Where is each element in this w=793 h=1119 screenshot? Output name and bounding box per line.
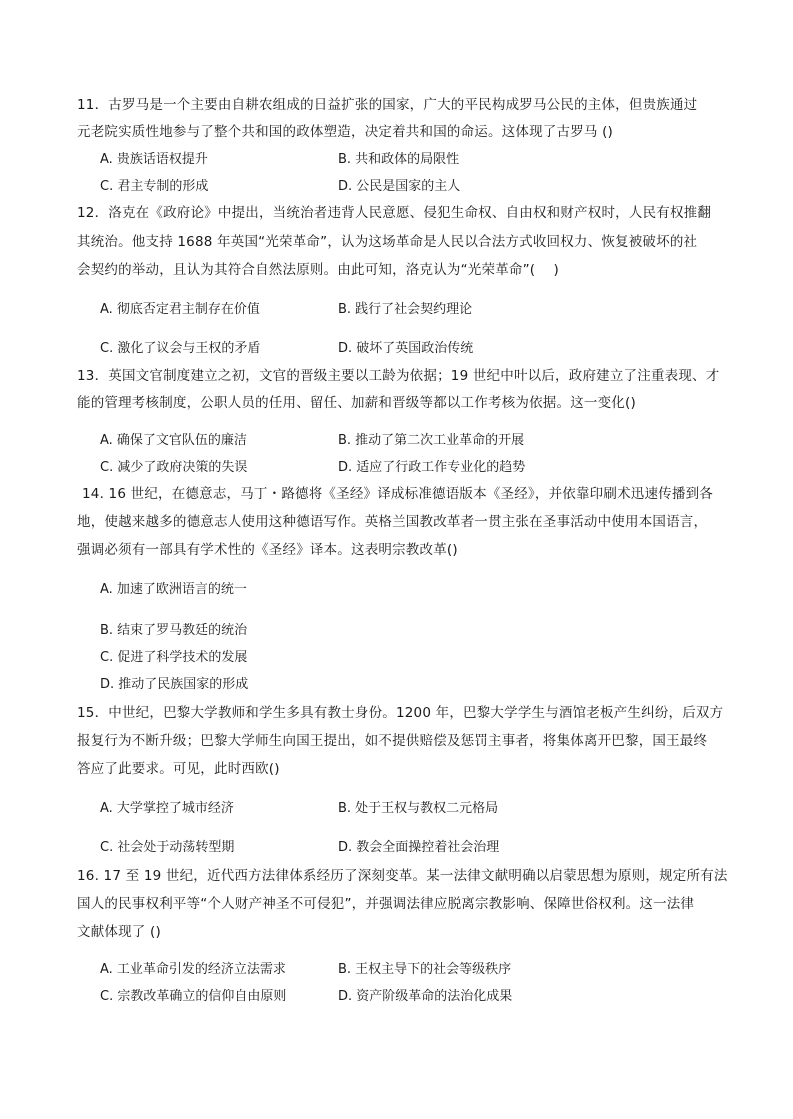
question-13-line-2: 能的管理考核制度，公职人员的任用、留任、加薪和晋级等都以工作考核为依据。这一变化() [77,395,636,411]
question-15-line-2: 报复行为不断升级；巴黎大学师生向国王提出，如不提供赔偿及惩罚主事者，将集体离开巴黎，国王最终 [77,733,708,749]
question-15-line-1: 15．中世纪，巴黎大学教师和学生多具有教士身份。1200 年，巴黎大学学生与酒馆老板产生纠纷，后双方 [77,705,724,721]
question-16-line-1: 16. 17 至 19 世纪，近代西方法律体系经历了深刻变革。某一法律文献明确以启蒙思想为原则，规定所有法 [77,868,728,884]
question-11-option-c: C. 君主专制的形成 [100,179,209,194]
question-12-line-2: 其统治。他支持 1688 年英国“光荣革命”，认为这场革命是人民以合法方式收回权力、恢复被破坏的社 [77,234,698,250]
question-11-line-2: 元老院实质性地参与了整个共和国的政体塑造，决定着共和国的命运。这体现了古罗马 () [77,124,614,140]
question-15-option-a: A. 大学掌控了城市经济 [100,801,234,816]
question-13-option-c: C. 减少了政府决策的失误 [100,460,248,475]
question-15-option-d: D. 教会全面操控着社会治理 [338,840,500,855]
question-13-option-a: A. 确保了文官队伍的廉洁 [100,433,247,448]
question-13-option-d: D. 适应了行政工作专业化的趋势 [338,460,526,475]
question-16-line-3: 文献体现了 () [77,924,161,940]
question-15-option-b: B. 处于王权与教权二元格局 [338,801,499,816]
question-11-option-b: B. 共和政体的局限性 [338,152,460,167]
question-13-line-1: 13．英国文官制度建立之初，文官的晋级主要以工龄为依据；19 世纪中叶以后，政府建立了注重表现、才 [77,368,720,384]
question-11-line-1: 11．古罗马是一个主要由自耕农组成的日益扩张的国家，广大的平民构成罗马公民的主体，但贵族通过 [77,97,698,113]
question-12-line-1: 12．洛克在《政府论》中提出，当统治者违背人民意愿、侵犯生命权、自由权和财产权时，人民有权推翻 [77,205,712,221]
question-15-line-3: 答应了此要求。可见，此时西欧() [77,761,280,777]
question-14-option-d: D. 推动了民族国家的形成 [100,677,249,692]
question-11-option-d: D. 公民是国家的主人 [338,179,461,194]
question-15-option-c: C. 社会处于动荡转型期 [100,840,235,855]
question-14-option-c: C. 促进了科学技术的发展 [100,650,248,665]
question-16-line-2: 国人的民事权利平等“个人财产神圣不可侵犯”，并强调法律应脱离宗教影响、保障世俗权利。这一法律 [77,896,695,912]
question-11-option-a: A. 贵族话语权提升 [100,152,208,167]
question-12-option-d: D. 破坏了英国政治传统 [338,341,474,356]
question-14-line-3: 强调必须有一部具有学术性的《圣经》译本。这表明宗教改革() [77,542,458,558]
question-16-option-b: B. 王权主导下的社会等级秩序 [338,962,512,977]
question-14-line-2: 地，使越来越多的德意志人使用这种德语写作。英格兰国教改革者一贯主张在圣事活动中使用本国语言， [77,514,708,530]
question-14-line-1: 14. 16 世纪，在德意志，马丁・路德将《圣经》译成标准德语版本《圣经》，并依靠印刷术迅速传播到各 [82,486,713,502]
question-16-option-d: D. 资产阶级革命的法治化成果 [338,989,513,1004]
question-14-option-a: A. 加速了欧洲语言的统一 [100,582,247,597]
question-12-option-c: C. 激化了议会与王权的矛盾 [100,341,261,356]
question-13-option-b: B. 推动了第二次工业革命的开展 [338,433,525,448]
question-12-option-a: A. 彻底否定君主制存在价值 [100,302,260,317]
question-12-line-3: 会契约的举动，且认为其符合自然法原则。由此可知，洛克认为“光荣革命”( ) [77,262,559,278]
question-16-option-a: A. 工业革命引发的经济立法需求 [100,962,286,977]
question-14-option-b: B. 结束了罗马教廷的统治 [100,623,248,638]
question-12-option-b: B. 践行了社会契约理论 [338,302,473,317]
question-16-option-c: C. 宗教改革确立的信仰自由原则 [100,989,287,1004]
